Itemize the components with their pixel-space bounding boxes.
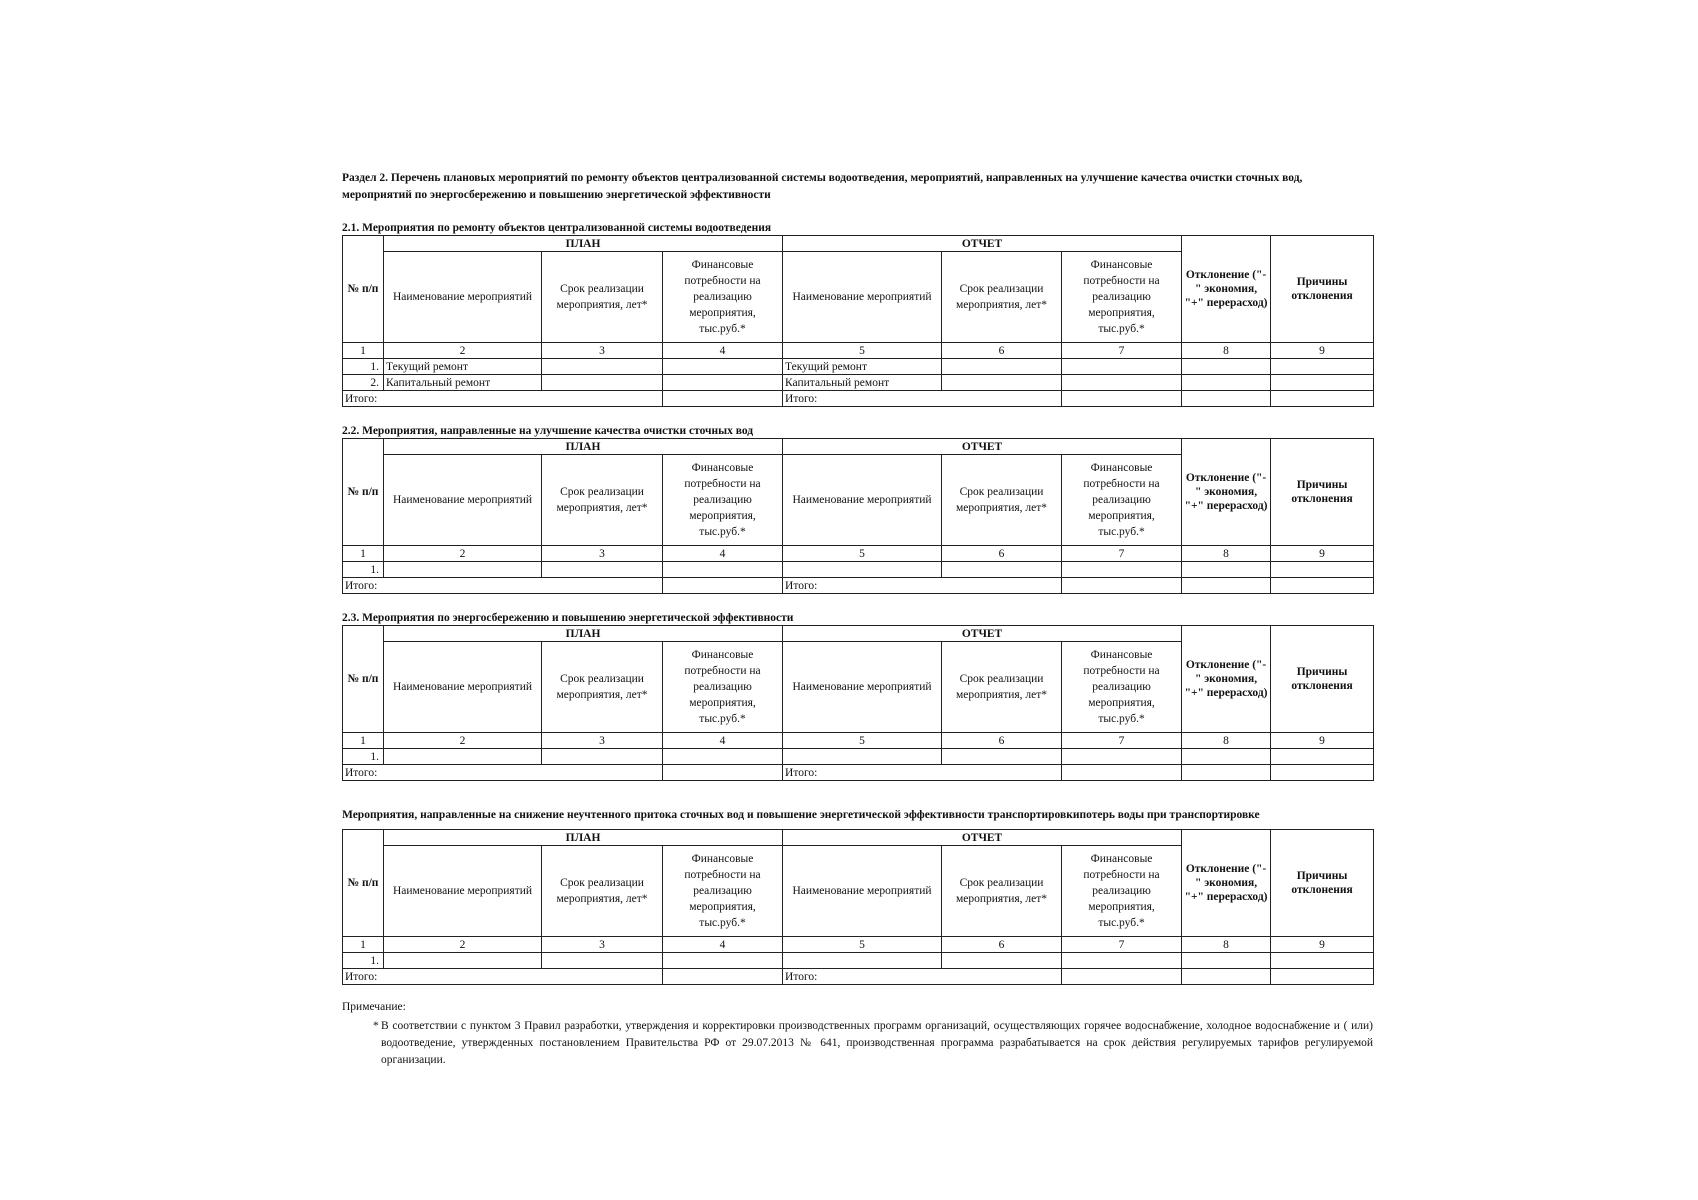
column-number: 2 xyxy=(384,937,542,953)
deviation-cell xyxy=(1182,953,1271,969)
header-report-finance: Финансовые потребности на реализацию мероприятия, тыс.руб.* xyxy=(1062,642,1182,733)
table-2-3-title: 2.3. Мероприятия по энергосбережению и повышению энергетической эффективности xyxy=(342,612,794,624)
table-2-2 xyxy=(342,438,1374,594)
plan-term-cell xyxy=(542,749,663,765)
column-number: 1 xyxy=(343,937,384,953)
total-row xyxy=(343,391,1374,407)
header-plan-name: Наименование мероприятий xyxy=(384,846,542,937)
column-number: 4 xyxy=(663,546,783,562)
reasons-total xyxy=(1271,765,1374,781)
plan-finance-cell xyxy=(663,953,783,969)
reasons-total xyxy=(1271,391,1374,407)
header-plan-term: Срок реализации мероприятия, лет* xyxy=(542,455,663,546)
reasons-cell xyxy=(1271,953,1374,969)
total-row xyxy=(343,765,1374,781)
column-number: 6 xyxy=(942,937,1062,953)
report-term-cell xyxy=(942,375,1062,391)
reasons-cell xyxy=(1271,359,1374,375)
header-report-name: Наименование мероприятий xyxy=(783,642,942,733)
header-report-term: Срок реализации мероприятия, лет* xyxy=(942,642,1062,733)
column-number: 5 xyxy=(783,937,942,953)
header-plan: ПЛАН xyxy=(384,439,783,455)
header-report-finance: Финансовые потребности на реализацию мероприятия, тыс.руб.* xyxy=(1062,252,1182,343)
table-2-1-title: 2.1. Мероприятия по ремонту объектов централизованной системы водоотведения xyxy=(342,222,772,234)
reasons-cell xyxy=(1271,562,1374,578)
column-number: 4 xyxy=(663,937,783,953)
column-number: 1 xyxy=(343,733,384,749)
column-number: 9 xyxy=(1271,343,1374,359)
report-finance-cell xyxy=(1062,749,1182,765)
header-plan: ПЛАН xyxy=(384,236,783,252)
column-number: 7 xyxy=(1062,937,1182,953)
table-2-3 xyxy=(342,625,1374,781)
row-number: 1. xyxy=(343,562,384,578)
report-term-cell xyxy=(942,953,1062,969)
column-number: 1 xyxy=(343,343,384,359)
document-page xyxy=(342,170,1373,1069)
header-report-finance: Финансовые потребности на реализацию мероприятия, тыс.руб.* xyxy=(1062,455,1182,546)
report-name-cell: Капитальный ремонт xyxy=(783,375,942,391)
column-number: 4 xyxy=(663,343,783,359)
note-label: Примечание: xyxy=(342,1001,406,1013)
header-deviation: Отклонение ("- " экономия, "+" перерасход) xyxy=(1182,439,1271,546)
table-row xyxy=(343,359,1374,375)
header-deviation: Отклонение ("- " экономия, "+" перерасход) xyxy=(1182,830,1271,937)
header-plan-finance: Финансовые потребности на реализацию мероприятия, тыс.руб.* xyxy=(663,455,783,546)
column-number: 6 xyxy=(942,546,1062,562)
report-finance-cell xyxy=(1062,562,1182,578)
column-number: 5 xyxy=(783,343,942,359)
column-number: 8 xyxy=(1182,733,1271,749)
plan-total-label: Итого: xyxy=(343,391,663,407)
note-star: * xyxy=(373,1020,379,1032)
section-title: Раздел 2. Перечень плановых мероприятий по ремонту объектов централизованной системы водоотведения, мероприятий, направленных на улучшение качества очистки сточных вод, мероприятий по энергосбережению и повышению энергетической эффективности xyxy=(342,172,1303,201)
plan-finance-cell xyxy=(663,749,783,765)
reasons-cell xyxy=(1271,375,1374,391)
header-report-name: Наименование мероприятий xyxy=(783,252,942,343)
report-total-value xyxy=(1062,969,1182,985)
note-text: В соответствии с пунктом 3 Правил разработки, утверждения и корректировки производственных программ организаций, осуществляющих горячее водоснабжение, холодное водоснабжение и ( или) водоотведение, утвержденных постановлением Правительства РФ от 29.07.2013 № 641, производственная программа разрабатывается на срок действия регулируемых тарифов регулируемой организации. xyxy=(381,1020,1373,1066)
header-deviation: Отклонение ("- " экономия, "+" перерасход) xyxy=(1182,626,1271,733)
plan-term-cell xyxy=(542,562,663,578)
report-finance-cell xyxy=(1062,359,1182,375)
report-name-cell xyxy=(783,953,942,969)
column-number: 7 xyxy=(1062,343,1182,359)
plan-total-value xyxy=(663,578,783,594)
header-plan-name: Наименование мероприятий xyxy=(384,455,542,546)
deviation-total xyxy=(1182,578,1271,594)
header-report: ОТЧЕТ xyxy=(783,830,1182,846)
row-number: 1. xyxy=(343,953,384,969)
header-plan-term: Срок реализации мероприятия, лет* xyxy=(542,642,663,733)
report-total-value xyxy=(1062,391,1182,407)
column-number: 3 xyxy=(542,937,663,953)
deviation-cell xyxy=(1182,359,1271,375)
row-number: 2. xyxy=(343,375,384,391)
header-report: ОТЧЕТ xyxy=(783,439,1182,455)
plan-term-cell xyxy=(542,359,663,375)
column-number: 6 xyxy=(942,733,1062,749)
column-number: 8 xyxy=(1182,937,1271,953)
column-number: 3 xyxy=(542,733,663,749)
column-number: 6 xyxy=(942,343,1062,359)
plan-total-label: Итого: xyxy=(343,969,663,985)
header-report: ОТЧЕТ xyxy=(783,626,1182,642)
table-row xyxy=(343,562,1374,578)
header-plan: ПЛАН xyxy=(384,626,783,642)
table-2-2-title: 2.2. Мероприятия, направленные на улучшение качества очистки сточных вод xyxy=(342,425,754,437)
deviation-total xyxy=(1182,391,1271,407)
header-report-finance: Финансовые потребности на реализацию мероприятия, тыс.руб.* xyxy=(1062,846,1182,937)
row-number: 1. xyxy=(343,359,384,375)
header-report-name: Наименование мероприятий xyxy=(783,455,942,546)
column-number: 2 xyxy=(384,733,542,749)
column-number: 8 xyxy=(1182,546,1271,562)
plan-name-cell: Капитальный ремонт xyxy=(384,375,542,391)
header-deviation: Отклонение ("- " экономия, "+" перерасход) xyxy=(1182,236,1271,343)
header-plan-name: Наименование мероприятий xyxy=(384,252,542,343)
table-2-4-title: Мероприятия, направленные на снижение неучтенного притока сточных вод и повышение энергетической эффективности транспортировкипотерь воды при транспортировке xyxy=(342,809,1260,821)
plan-total-value xyxy=(663,391,783,407)
plan-finance-cell xyxy=(663,359,783,375)
header-reasons: Причины отклонения xyxy=(1271,626,1374,733)
plan-finance-cell xyxy=(663,562,783,578)
plan-finance-cell xyxy=(663,375,783,391)
table-row xyxy=(343,749,1374,765)
total-row xyxy=(343,969,1374,985)
report-total-label: Итого: xyxy=(783,391,1062,407)
header-report-name: Наименование мероприятий xyxy=(783,846,942,937)
column-number: 3 xyxy=(542,546,663,562)
column-number: 9 xyxy=(1271,546,1374,562)
report-name-cell: Текущий ремонт xyxy=(783,359,942,375)
header-no: № п/п xyxy=(343,626,384,733)
column-number: 4 xyxy=(663,733,783,749)
deviation-total xyxy=(1182,969,1271,985)
column-numbers-row xyxy=(343,937,1374,953)
header-no: № п/п xyxy=(343,830,384,937)
plan-term-cell xyxy=(542,953,663,969)
report-name-cell xyxy=(783,562,942,578)
plan-name-cell: Текущий ремонт xyxy=(384,359,542,375)
plan-total-value xyxy=(663,969,783,985)
header-plan-term: Срок реализации мероприятия, лет* xyxy=(542,252,663,343)
column-number: 2 xyxy=(384,343,542,359)
deviation-cell xyxy=(1182,375,1271,391)
header-reasons: Причины отклонения xyxy=(1271,236,1374,343)
column-numbers-row xyxy=(343,733,1374,749)
plan-name-cell xyxy=(384,562,542,578)
column-number: 1 xyxy=(343,546,384,562)
report-term-cell xyxy=(942,562,1062,578)
column-number: 3 xyxy=(542,343,663,359)
header-no: № п/п xyxy=(343,236,384,343)
report-finance-cell xyxy=(1062,375,1182,391)
note xyxy=(342,1018,1373,1069)
column-number: 5 xyxy=(783,733,942,749)
column-number: 9 xyxy=(1271,733,1374,749)
header-report-term: Срок реализации мероприятия, лет* xyxy=(942,455,1062,546)
report-total-value xyxy=(1062,578,1182,594)
header-report: ОТЧЕТ xyxy=(783,236,1182,252)
report-total-label: Итого: xyxy=(783,969,1062,985)
deviation-total xyxy=(1182,765,1271,781)
header-plan: ПЛАН xyxy=(384,830,783,846)
deviation-cell xyxy=(1182,562,1271,578)
plan-name-cell xyxy=(384,953,542,969)
plan-term-cell xyxy=(542,375,663,391)
column-number: 9 xyxy=(1271,937,1374,953)
report-finance-cell xyxy=(1062,953,1182,969)
header-reasons: Причины отклонения xyxy=(1271,439,1374,546)
report-total-label: Итого: xyxy=(783,765,1062,781)
report-total-label: Итого: xyxy=(783,578,1062,594)
plan-name-cell xyxy=(384,749,542,765)
column-numbers-row xyxy=(343,546,1374,562)
report-term-cell xyxy=(942,359,1062,375)
header-reasons: Причины отклонения xyxy=(1271,830,1374,937)
header-no: № п/п xyxy=(343,439,384,546)
plan-total-label: Итого: xyxy=(343,578,663,594)
column-numbers-row xyxy=(343,343,1374,359)
total-row xyxy=(343,578,1374,594)
table-row xyxy=(343,953,1374,969)
column-number: 5 xyxy=(783,546,942,562)
header-plan-term: Срок реализации мероприятия, лет* xyxy=(542,846,663,937)
header-plan-finance: Финансовые потребности на реализацию мероприятия, тыс.руб.* xyxy=(663,846,783,937)
header-plan-finance: Финансовые потребности на реализацию мероприятия, тыс.руб.* xyxy=(663,252,783,343)
plan-total-label: Итого: xyxy=(343,765,663,781)
reasons-total xyxy=(1271,578,1374,594)
table-row xyxy=(343,375,1374,391)
reasons-total xyxy=(1271,969,1374,985)
header-plan-name: Наименование мероприятий xyxy=(384,642,542,733)
column-number: 2 xyxy=(384,546,542,562)
report-name-cell xyxy=(783,749,942,765)
report-total-value xyxy=(1062,765,1182,781)
deviation-cell xyxy=(1182,749,1271,765)
column-number: 7 xyxy=(1062,733,1182,749)
reasons-cell xyxy=(1271,749,1374,765)
plan-total-value xyxy=(663,765,783,781)
header-plan-finance: Финансовые потребности на реализацию мероприятия, тыс.руб.* xyxy=(663,642,783,733)
report-term-cell xyxy=(942,749,1062,765)
header-report-term: Срок реализации мероприятия, лет* xyxy=(942,846,1062,937)
table-2-1 xyxy=(342,235,1374,407)
column-number: 8 xyxy=(1182,343,1271,359)
row-number: 1. xyxy=(343,749,384,765)
table-2-4 xyxy=(342,829,1374,985)
column-number: 7 xyxy=(1062,546,1182,562)
header-report-term: Срок реализации мероприятия, лет* xyxy=(942,252,1062,343)
